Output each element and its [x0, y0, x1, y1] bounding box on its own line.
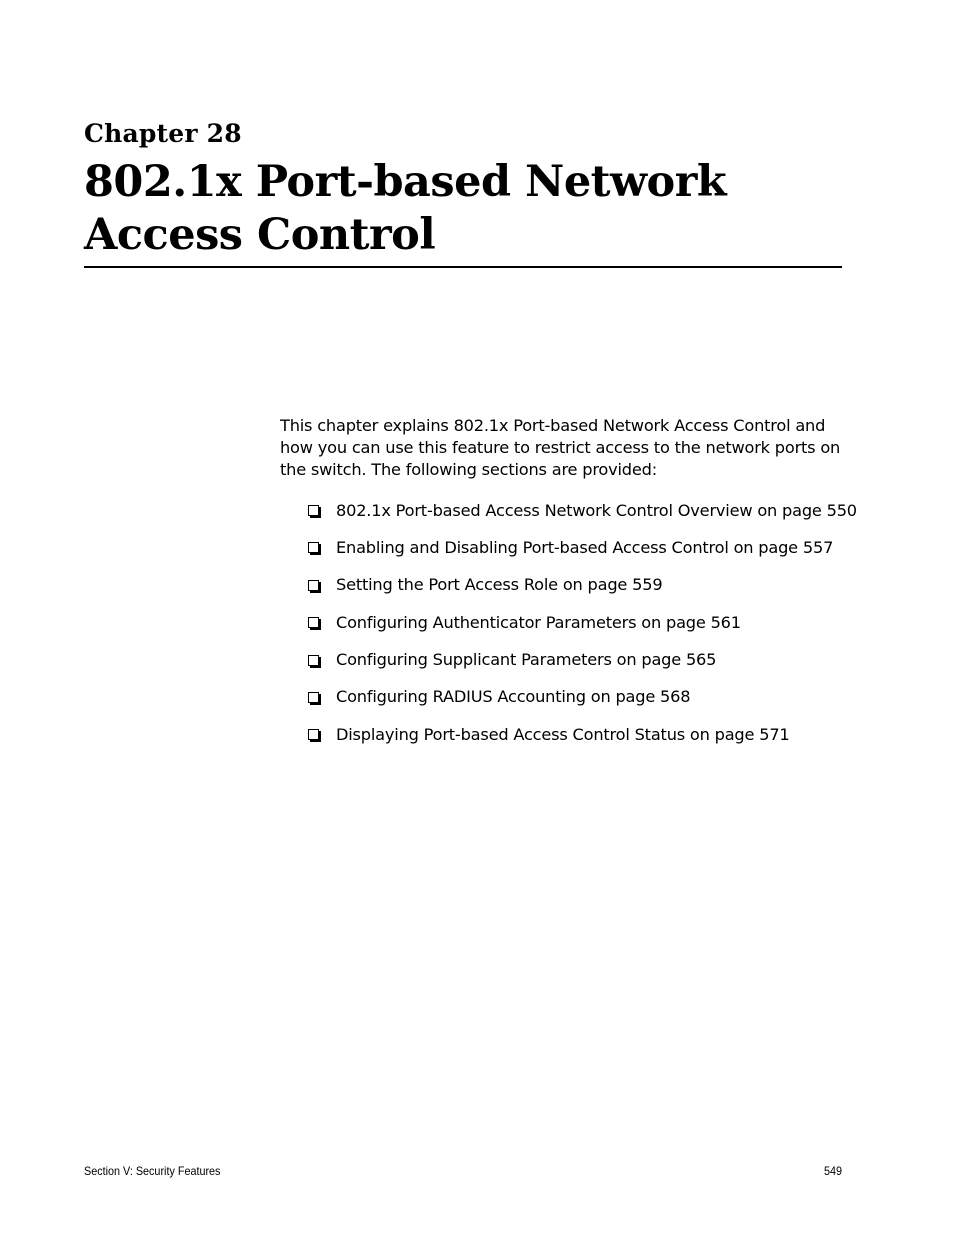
checkbox-bullet-icon — [308, 580, 319, 591]
section-link[interactable]: 802.1x Port-based Access Network Control Overview on page 550 — [336, 500, 857, 520]
intro-paragraph: This chapter explains 802.1x Port-based Network Access Control and how you can use this feature to restrict access to the network ports on the switch. The following sections are provided: — [280, 416, 841, 479]
checkbox-bullet-icon — [308, 505, 319, 516]
title-rule — [84, 266, 842, 268]
section-link[interactable]: Displaying Port-based Access Control Status on page 571 — [336, 724, 790, 744]
checkbox-bullet-icon — [308, 617, 319, 628]
section-link[interactable]: Setting the Port Access Role on page 559 — [336, 575, 663, 595]
footer-section-name: Section V: Security Features — [84, 1164, 221, 1178]
section-list — [308, 499, 857, 761]
section-link[interactable]: Configuring RADIUS Accounting on page 568 — [336, 687, 691, 707]
list-item — [308, 611, 857, 633]
checkbox-bullet-icon — [308, 729, 319, 740]
section-link[interactable]: Configuring Supplicant Parameters on page 565 — [336, 650, 717, 670]
chapter-title-line-2: Access Control — [84, 210, 436, 260]
chapter-label: Chapter 28 — [84, 119, 242, 148]
list-item — [308, 499, 857, 521]
chapter-title-line-1: 802.1x Port-based Network — [84, 157, 727, 207]
list-item — [308, 649, 857, 671]
checkbox-bullet-icon — [308, 692, 319, 703]
chapter-title — [84, 156, 844, 262]
list-item — [308, 574, 857, 596]
list-item — [308, 723, 857, 745]
list-item — [308, 536, 857, 558]
checkbox-bullet-icon — [308, 655, 319, 666]
list-item — [308, 686, 857, 708]
section-link[interactable]: Enabling and Disabling Port-based Access Control on page 557 — [336, 537, 834, 557]
footer-page-number: 549 — [823, 1164, 842, 1178]
section-link[interactable]: Configuring Authenticator Parameters on page 561 — [336, 612, 741, 632]
checkbox-bullet-icon — [308, 542, 319, 553]
